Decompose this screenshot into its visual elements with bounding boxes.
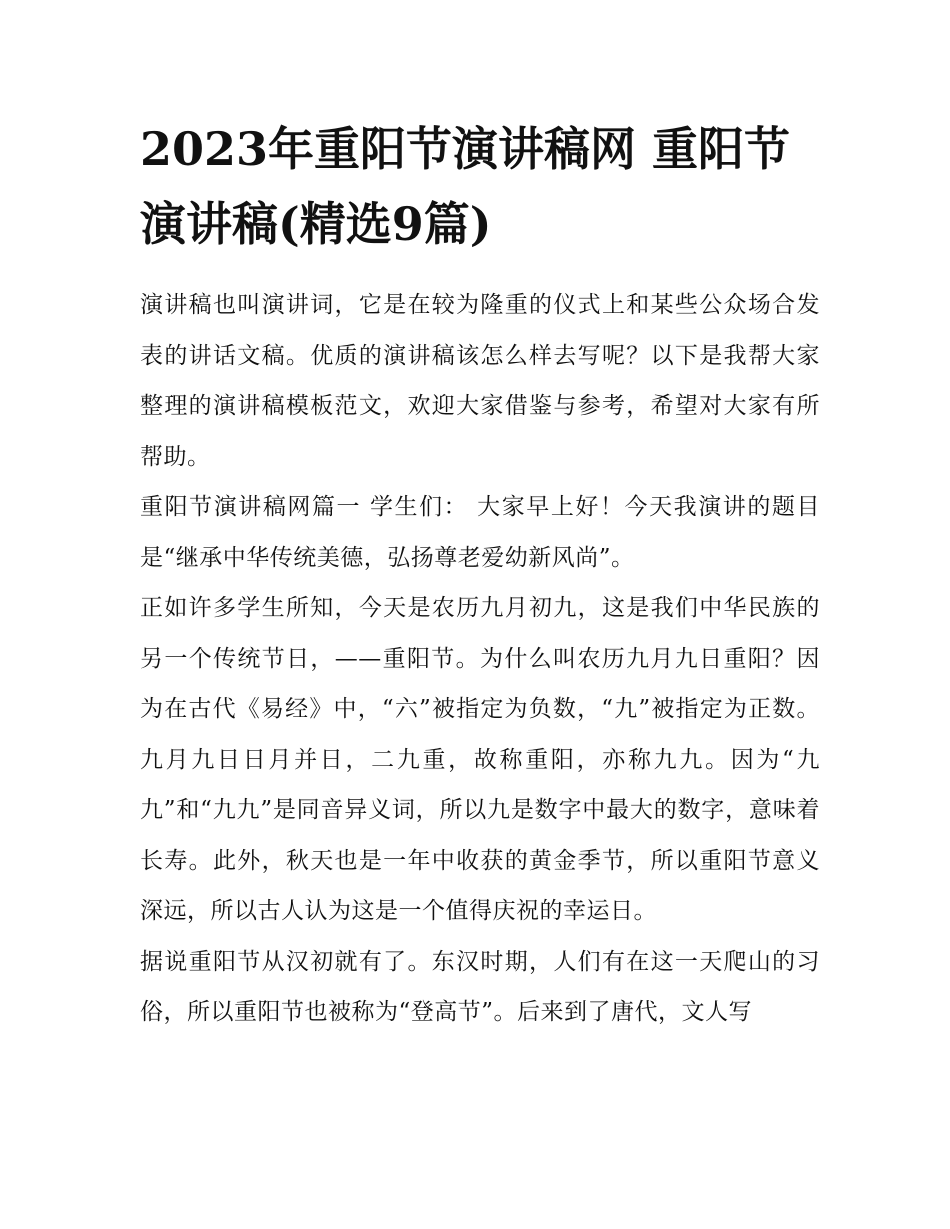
document-body bbox=[140, 280, 820, 1038]
paragraph-history: 据说重阳节从汉初就有了。东汉时期，人们有在这一天爬山的习俗，所以重阳节也被称为“登高节”。后来到了唐代，文人写 bbox=[140, 948, 820, 1025]
paragraph-intro: 演讲稿也叫演讲词，它是在较为隆重的仪式上和某些公众场合发表的讲话文稿。优质的演讲稿该怎么样去写呢？以下是我帮大家整理的演讲稿模板范文，欢迎大家借鉴与参考，希望对大家有所帮助。 bbox=[140, 292, 820, 470]
paragraph-speech-opening: 重阳节演讲稿网篇一 学生们： 大家早上好！今天我演讲的题目是“继承中华传统美德，弘扬尊老爱幼新风尚”。 bbox=[140, 494, 820, 571]
document-title: 2023年重阳节演讲稿网 重阳节演讲稿(精选9篇) bbox=[140, 122, 791, 251]
paragraph-double-ninth-origin: 正如许多学生所知，今天是农历九月初九，这是我们中华民族的另一个传统节日，——重阳节。为什么叫农历九月九日重阳？因为在古代《易经》中，“六”被指定为负数，“九”被指定为正数。九月九日日月并日，二九重，故称重阳，亦称九九。因为“九九”和“九九”是同音异义词，所以九是数字中最大的数字，意味着长寿。此外，秋天也是一年中收获的黄金季节，所以重阳节意义深远，所以古人认为这是一个值得庆祝的幸运日。 bbox=[140, 595, 820, 924]
